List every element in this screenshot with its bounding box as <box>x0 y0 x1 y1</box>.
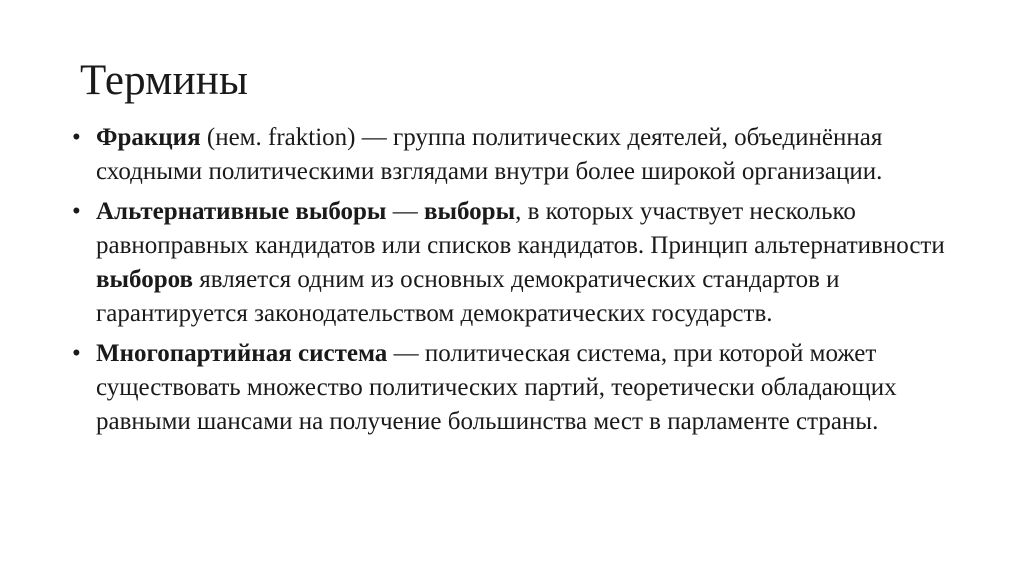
bullet-item-faction <box>66 121 966 189</box>
term-elections-genitive: выборов <box>96 266 193 293</box>
definition-alternative-elections-part2: является одним из основных демократических стандартов и гарантируется законодательством демократических государств. <box>96 266 840 327</box>
slide-title: Термины <box>80 57 249 104</box>
term-faction: Фракция <box>96 124 201 151</box>
bullet-marker: • <box>72 340 81 367</box>
term-alternative-elections: Альтернативные выборы <box>96 198 387 225</box>
bullet-item-alternative-elections <box>66 195 966 331</box>
definition-multiparty-system: — политическая система, при которой может существовать множество политических партий, теоретически обладающих равными шансами на получение большинства мест в парламенте страны. <box>96 340 897 435</box>
bullet-marker: • <box>72 198 81 225</box>
bullet-marker: • <box>72 124 81 151</box>
definition-faction: (нем. fraktion) — группа политических деятелей, объединённая сходными политическими взглядами внутри более широкой организации. <box>96 124 883 185</box>
definition-alternative-elections-part1: , в которых участвует несколько равноправных кандидатов или списков кандидатов. Принцип альтернативности <box>96 198 945 259</box>
definition-dash: — <box>386 198 424 225</box>
term-multiparty-system: Многопартийная система <box>96 340 388 367</box>
term-elections: выборы <box>423 198 516 225</box>
bullet-item-multiparty-system <box>66 337 966 439</box>
bullet-list <box>66 121 966 445</box>
